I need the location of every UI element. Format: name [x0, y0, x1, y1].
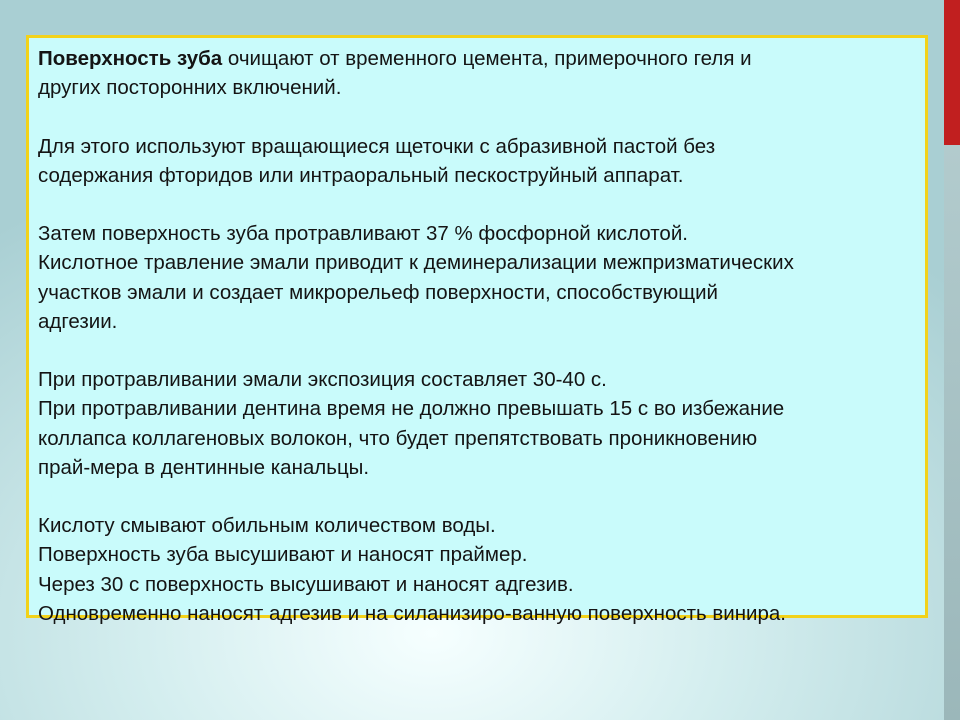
text-line: других посторонних включений.: [38, 76, 342, 100]
paragraph-acid-etching: [38, 219, 917, 336]
text-line: содержания фторидов или интраоральный пескоструйный аппарат.: [38, 163, 684, 187]
lead-continuation-text: очищают от временного цемента, примерочного геля и: [222, 47, 752, 70]
text-line: Затем поверхность зуба протравливают 37 % фосфорной кислотой.: [38, 222, 688, 246]
side-accent-stripe: [944, 0, 960, 145]
paragraph-cleaning-tools: [38, 132, 917, 190]
text-line: адгезии.: [38, 309, 118, 333]
text-line: прай-мера в дентинные канальцы.: [38, 455, 370, 479]
text-line: При протравливании дентина время не должно превышать 15 с во избежание: [38, 397, 785, 421]
text-line: Одновременно наносят адгезив и на силанизиро-ванную поверхность винира.: [38, 601, 786, 625]
text-line: [38, 44, 917, 73]
text-line: Кислоту смывают обильным количеством воды.: [38, 514, 496, 538]
paragraph-exposure-time: [38, 365, 917, 482]
text-line: Поверхность зуба высушивают и наносят праймер.: [38, 543, 528, 567]
text-line: Для этого используют вращающиеся щеточки с абразивной пастой без: [38, 134, 716, 158]
text-line: Через 30 с поверхность высушивают и наносят адгезив.: [38, 572, 574, 596]
bold-lead-text: Поверхность зуба: [38, 47, 223, 70]
paragraph-rinsing-and-adhesive: [38, 511, 917, 628]
text-line: участков эмали и создает микрорельеф поверхности, способствующий: [38, 280, 718, 304]
text-line: При протравливании эмали экспозиция составляет 30-40 с.: [38, 368, 607, 392]
text-line: коллапса коллагеновых волокон, что будет препятствовать проникновению: [38, 426, 758, 450]
text-line: Кислотное травление эмали приводит к деминерализации межпризматических: [38, 251, 794, 275]
content-text-box: [26, 35, 928, 625]
paragraph-surface-cleaning: [38, 44, 917, 102]
